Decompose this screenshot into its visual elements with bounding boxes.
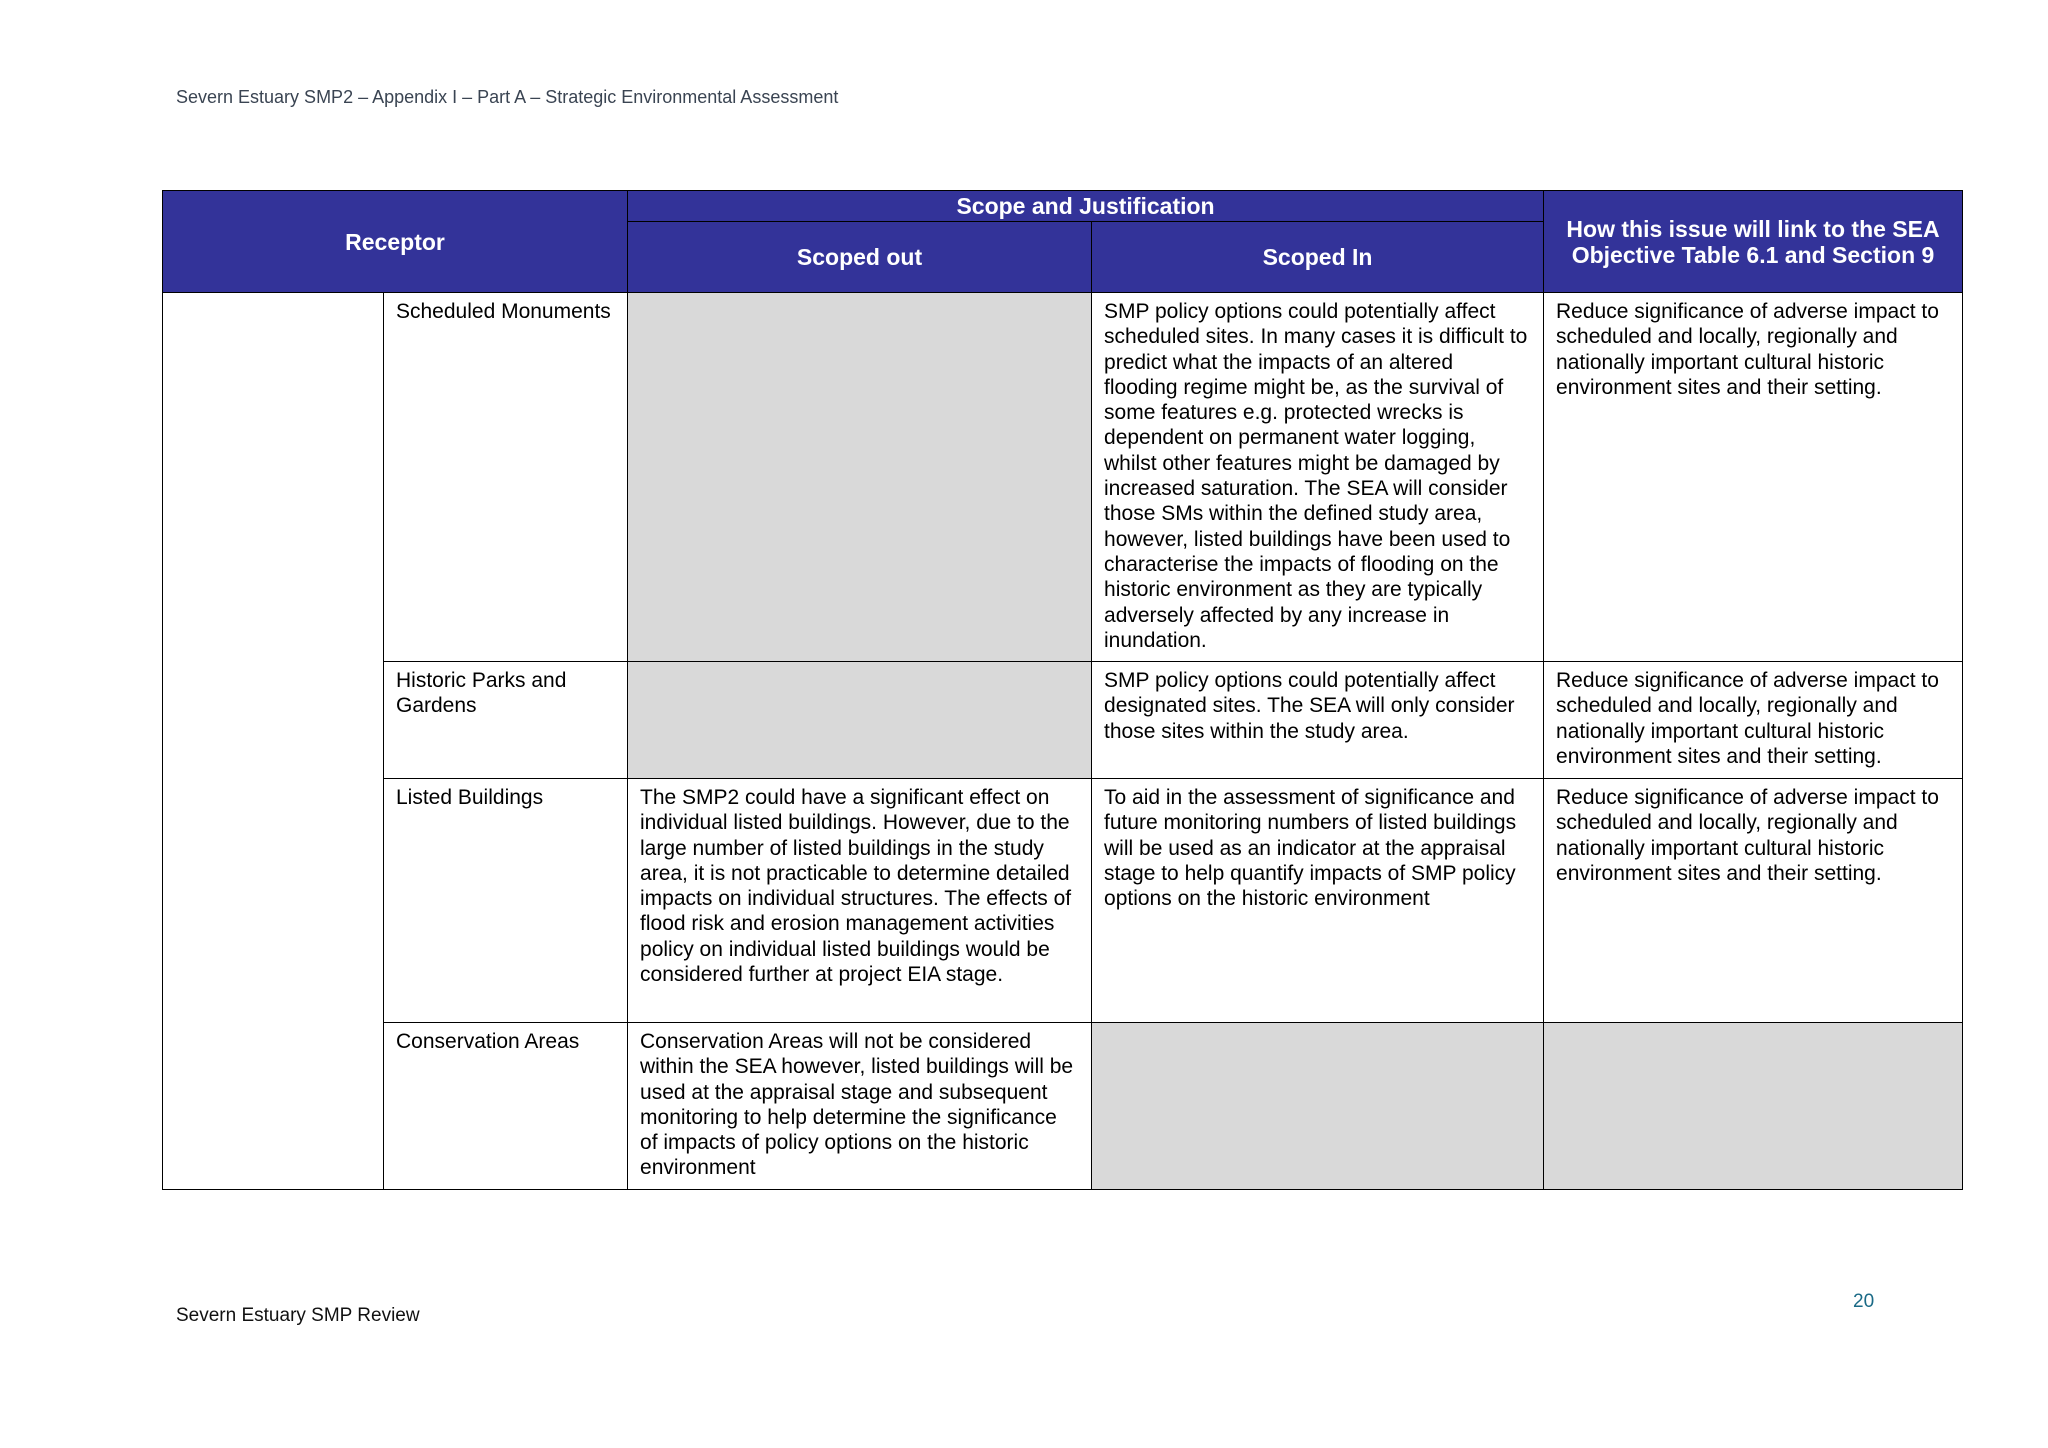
- sea-link-cell: Reduce significance of adverse impact to scheduled and locally, regionally and nationally important cultural historic environment sites and their setting.: [1544, 293, 1963, 662]
- scoped-out-cell: [628, 662, 1092, 779]
- scoped-out-cell: [628, 293, 1092, 662]
- table-row: [163, 662, 1963, 779]
- receptor-group-cell: [163, 293, 384, 1190]
- scoped-out-cell: Conservation Areas will not be considered within the SEA however, listed buildings will be used at the appraisal stage and subsequent monitoring to help determine the significance of impacts of policy options on the historic environment: [628, 1023, 1092, 1190]
- sea-link-cell: Reduce significance of adverse impact to scheduled and locally, regionally and nationally important cultural historic environment sites and their setting.: [1544, 662, 1963, 779]
- table-row: [163, 779, 1963, 1023]
- header-receptor: Receptor: [163, 191, 628, 293]
- receptor-cell: Historic Parks and Gardens: [384, 662, 628, 779]
- running-header: Severn Estuary SMP2 – Appendix I – Part A – Strategic Environmental Assessment: [176, 87, 839, 107]
- receptor-cell: Scheduled Monuments: [384, 293, 628, 662]
- table-row: [163, 1023, 1963, 1190]
- table-row: [163, 293, 1963, 662]
- scoped-in-cell: SMP policy options could potentially affect designated sites. The SEA will only consider those sites within the study area.: [1092, 662, 1544, 779]
- sea-link-cell: Reduce significance of adverse impact to scheduled and locally, regionally and nationally important cultural historic environment sites and their setting.: [1544, 779, 1963, 1023]
- header-sea-objective-link: How this issue will link to the SEA Objective Table 6.1 and Section 9: [1544, 191, 1963, 293]
- sea-link-cell: [1544, 1023, 1963, 1190]
- header-scoped-out: Scoped out: [628, 222, 1092, 293]
- scoped-in-cell: [1092, 1023, 1544, 1190]
- header-scoped-in: Scoped In: [1092, 222, 1544, 293]
- scoped-in-cell: To aid in the assessment of significance and future monitoring numbers of listed buildings will be used as an indicator at the appraisal stage to help quantify impacts of SMP policy options on the historic environment: [1092, 779, 1544, 1023]
- receptor-cell: Conservation Areas: [384, 1023, 628, 1190]
- scoped-out-cell: The SMP2 could have a significant effect on individual listed buildings. However, due to the large number of listed buildings in the study area, it is not practicable to determine detailed impacts on individual structures. The effects of flood risk and erosion management activities policy on individual listed buildings would be considered further at project EIA stage.: [628, 779, 1092, 1023]
- running-footer: Severn Estuary SMP Review: [176, 1305, 420, 1326]
- page-number: 20: [1853, 1291, 1875, 1312]
- sea-scoping-table: [162, 190, 1963, 1190]
- receptor-cell: Listed Buildings: [384, 779, 628, 1023]
- header-scope-and-justification: Scope and Justification: [628, 191, 1544, 222]
- scoped-in-cell: SMP policy options could potentially affect scheduled sites. In many cases it is difficult to predict what the impacts of an altered flooding regime might be, as the survival of some features e.g. protected wrecks is dependent on permanent water logging, whilst other features might be damaged by increased saturation. The SEA will consider those SMs within the defined study area, however, listed buildings have been used to characterise the impacts of flooding on the historic environment as they are typically adversely affected by any increase in inundation.: [1092, 293, 1544, 662]
